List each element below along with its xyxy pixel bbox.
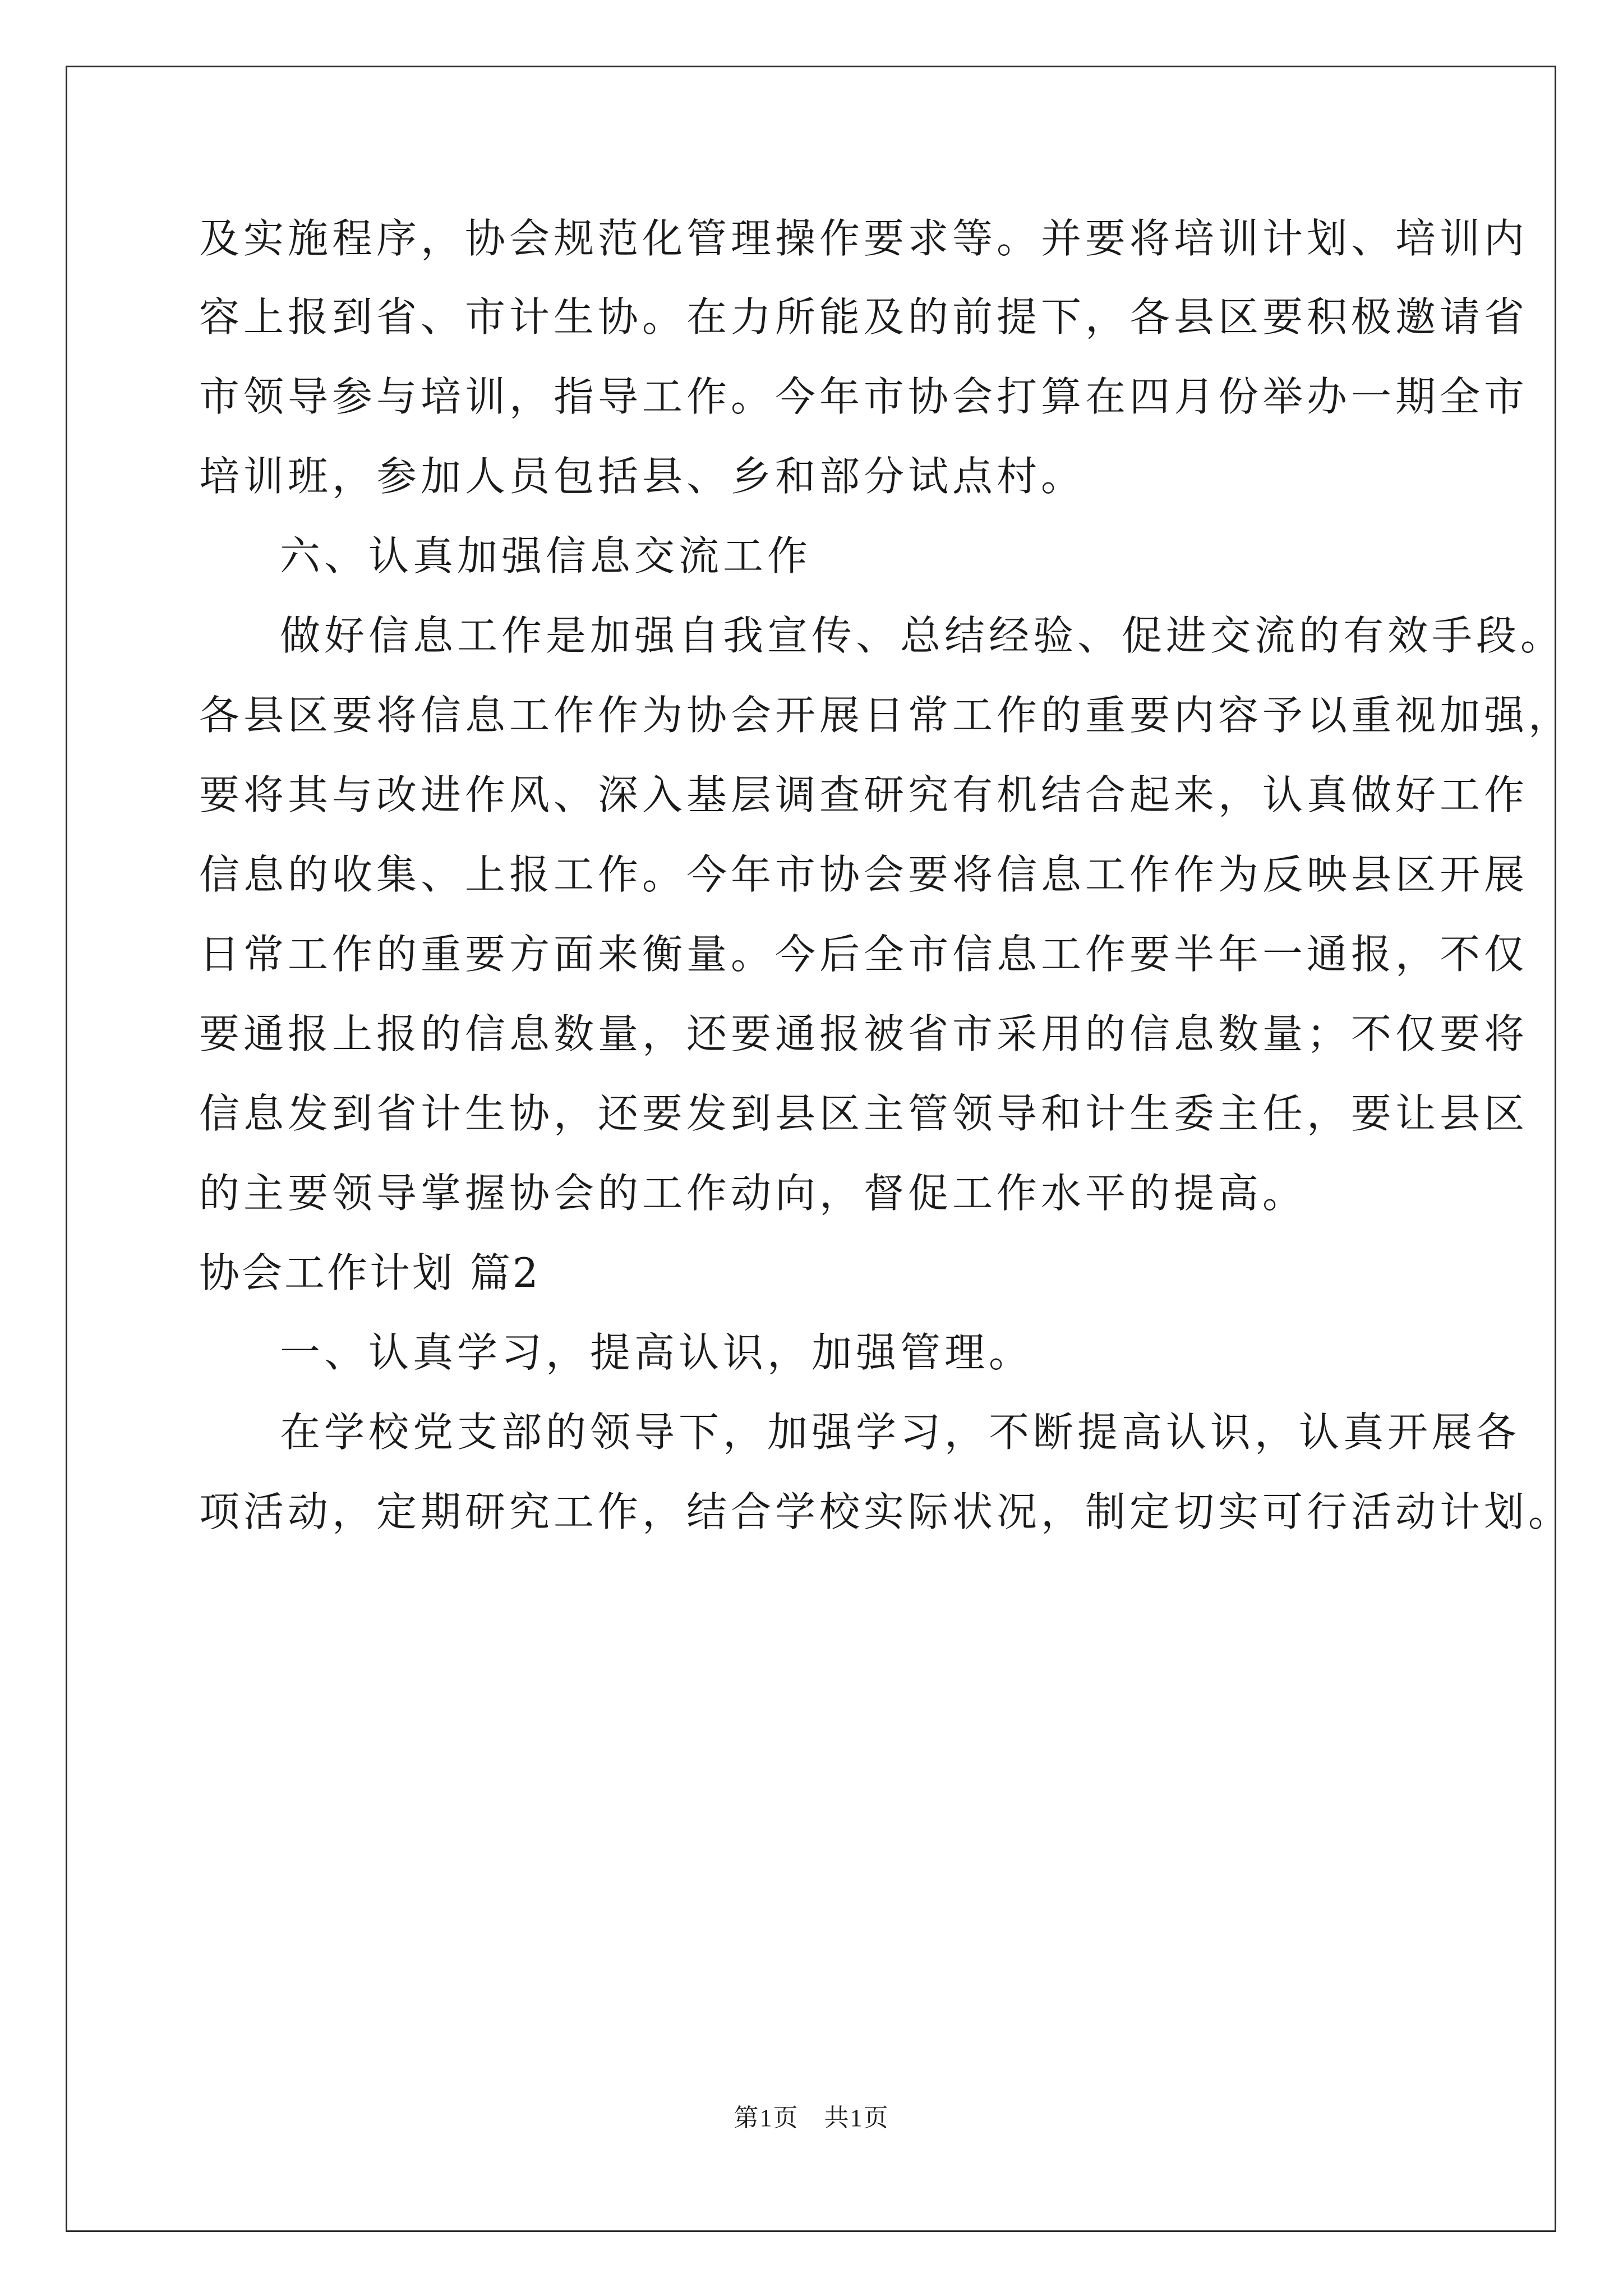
paragraph-line: 培训班，参加人员包括县、乡和部分试点村。 [199, 453, 1086, 500]
page-total: 共1页 [824, 2104, 889, 2132]
paragraph-line: 容上报到省、市计生协。在力所能及的前提下，各县区要积极邀请省 [199, 293, 1529, 341]
paragraph-line: 项活动，定期研究工作，结合学校实际状况，制定切实可行活动计划。 [199, 1488, 1573, 1535]
page-number: 第1页 [734, 2104, 799, 2132]
paragraph-line: 信息发到省计生协，还要发到县区主管领导和计生委主任，要让县区 [199, 1090, 1529, 1137]
paragraph-line: 做好信息工作是加强自我宣传、总结经验、促进交流的有效手段。 [280, 612, 1565, 659]
paragraph-line: 及实施程序，协会规范化管理操作要求等。并要将培训计划、培训内 [199, 215, 1529, 262]
paragraph-line: 各县区要将信息工作作为协会开展日常工作的重要内容予以重视加强， [199, 692, 1573, 739]
section-heading: 一、认真学习，提高认识，加强管理。 [280, 1329, 1034, 1376]
paragraph-line: 信息的收集、上报工作。今年市协会要将信息工作作为反映县区开展 [199, 851, 1529, 898]
paragraph-line: 在学校党支部的领导下，加强学习，不断提高认识，认真开展各 [280, 1409, 1521, 1456]
paragraph-line: 要通报上报的信息数量，还要通报被省市采用的信息数量；不仅要将 [199, 1010, 1529, 1057]
paragraph-line: 市领导参与培训，指导工作。今年市协会打算在四月份举办一期全市 [199, 373, 1529, 420]
article-title: 协会工作计划 篇2 [199, 1249, 541, 1296]
page-footer [0, 2101, 1623, 2135]
paragraph-line: 日常工作的重要方面来衡量。今后全市信息工作要半年一通报，不仅 [199, 931, 1529, 978]
section-heading: 六、认真加强信息交流工作 [280, 532, 812, 579]
paragraph-line: 的主要领导掌握协会的工作动向，督促工作水平的提高。 [199, 1170, 1307, 1217]
paragraph-line: 要将其与改进作风、深入基层调查研究有机结合起来，认真做好工作 [199, 771, 1529, 818]
